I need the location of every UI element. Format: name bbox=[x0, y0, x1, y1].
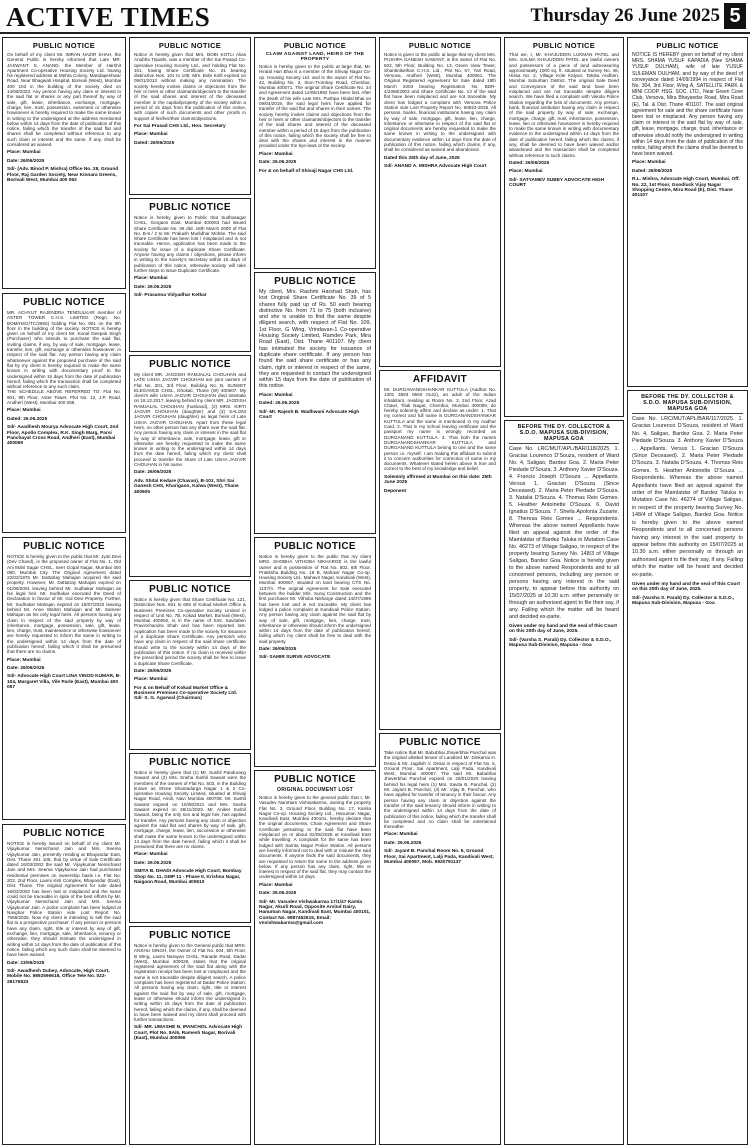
notice-date: Date: 26/06/2025 bbox=[134, 668, 172, 674]
notice-date: Given under my hand and the seal of this Court on this 20th day of June, 2025. bbox=[509, 624, 617, 635]
notice-card bbox=[379, 37, 501, 367]
notice-body: Notice is given to the public at large that my client Mrs. PUSHPA GANESH SAWANT, is the owner of Flat No. 502, 5th Floor, Building No. 13, Green View Tower, Shantinikethan C.H.S. Ltd., Plot No. 67, Yari Road, Versova, Andheri (West), Mumbai 400061. The Original Registered Agreement for Sale dated 18th March 2003 bearing Registration No. BDR-4/2368/2003 and Share Certificate No. 13 of the said flat have been misplaced and are not traceable. My client has lodged a complaint with Versova Police Station vide Lost Property Report No. 60923-2025. All persons, banks, financial institutions having any claim by way of sale, mortgage, gift, lease, lien, charge, inheritance or otherwise in respect of the said flat or original documents are hereby requested to make the same known in writing to the undersigned with documentary evidence within 14 days from the date of publication of this notice, failing which claims, if any, shall be considered as waived and abandoned. bbox=[384, 52, 496, 153]
notice-body: Notice is hereby given to the General public that MRS. ANSHU SINGH, the Owner of Flat No. 604, 6th Floor, B Wing, Laxmi Narayan CHSL, Ranade Road, Dadar (West), Mumbai 400028, states that the original registered agreement of the said flat along with the registration receipt has been lost or misplaced and the same is not traceable despite diligent search. A police complaint has been registered at Dadar Police Station. All persons having any claim, right, title or interest against the said flat by way of sale, gift, mortgage, lease or otherwise should inform the undersigned in writing within 15 days from the date of publication hereof, failing which the claims, if any, shall be deemed to have been waived and my client shall proceed with further transactions. bbox=[134, 943, 247, 1023]
notice-place: Place: Mumbai bbox=[134, 852, 168, 858]
notice-signature: Sd/- Avadhesh Mourya Advocate High Court, 2nd Floor, Apollo Complex, R.K. Singh Marg, Parsi Panchayat Cross Road, Andheri (East), Mumbai 400069 bbox=[7, 425, 119, 447]
notice-title: PUBLIC NOTICE bbox=[23, 541, 105, 552]
notice-title: PUBLIC NOTICE bbox=[149, 202, 231, 213]
notice-body: NOTICE is hereby given to the public that Mr. Jyoti Devi (Dev Chand), is the proposed owner of Flat No. 1, Old Ani Mahl Sagar CHSL, Seer Gopal Nagar, Mumbai 400 080, Mumbai City. The Original Agreement dated 22/02/1976 Mr. Dattatray Mahajan acquired the said property. However, Mr. Dattatray Mahajan expired on 01/08/2001 leaving behind Mr. Sudhakar Mahajan as his legal heir. Mr. Sudhakar executed the Deed of Declaration in favour of Mr. Gul Devi Property. Further, Mr. Sudhakar Mahajan expired on 18/07/2022 leaving behind Mr. Anne Walton Mahajan and Mr. Sameer Mahajan as his only legal heirs. All persons having any claim in respect of the said property by way of inheritance, mortgage, possession, sale, gift, lease, lien, charge, trust, maintenance or otherwise howsoever are hereby requested to inform the same in writing to the undersigned within 14 days from the date of publication hereof, failing which it shall be presumed that there are no claims. bbox=[7, 554, 121, 655]
notice-place: Place: Mumbai bbox=[384, 832, 418, 838]
notice-date: Solemnly affirmed at Mumbai on this date: 25th June 2025 bbox=[384, 474, 492, 486]
notice-signature: Sd/- SATYAMEV SUBEY ADVOCATE HIGH COURT bbox=[509, 177, 605, 189]
notice-signature: Sd/- Mr. Rajesh B. Wadhwani Advocate High Court bbox=[259, 409, 360, 420]
notice-body: MR. ACHYUT RAJENDRA TENDULKAR member of ASTER TOWER C.H.S. LIMITED (Regn. No. BOM/HSG/TC/2850) holding Flat No. 901 on the 9th floor in the building of the society. NOTICE is hereby given on behalf of my client Mr. Kunal Deepak Singh (Purchaser) who intends to purchase the said flat, inviting claims, if any, by way of sale, mortgage, lease, transfer, lien, gift, exchange or otherwise howsoever, in respect of the said flat. Any person having any claim whatsoever against the proposed purchase of the said flat by my client is hereby required to make the same known in writing with documentary proof to the undersigned within 15 days from the date of publication hereof, failing which the transaction shall be completed without reference to any such claim. bbox=[7, 310, 121, 390]
notice-date: Dated: 26/06/2025 bbox=[509, 160, 550, 166]
notice-card bbox=[254, 537, 376, 767]
notice-title: PUBLIC NOTICE bbox=[408, 41, 472, 50]
notice-place: Place: Mumbai bbox=[7, 657, 41, 663]
column-2 bbox=[129, 37, 251, 1145]
notice-place: Place: Mumbai bbox=[134, 677, 168, 683]
notice-title: PUBLIC NOTICE bbox=[23, 297, 105, 308]
notice-card bbox=[627, 390, 748, 1145]
notice-signature: SMITA B. DHADI Advocate High Court, Bombay Shop No. 11, GMP 11 - Phase II, Krishna Nagar, Naigaon Road, Mumbai 400610 bbox=[134, 869, 242, 886]
notice-title: BEFORE THE DY. COLLECTOR & S.D.O. MAPUSA SUB-DIVISION, MAPUSA GOA bbox=[509, 424, 619, 444]
notice-date: Dated: 26.06.2025 bbox=[7, 416, 48, 422]
notice-body: My client, Mrs. Rashmi Harshad Shah, has lost Original Share Certificate No. 39 of 5 shares fully paid up of Rs. 50 each bearing distinctive No. from 71 to 75 (both inclusive) and she is unable to find the same despite diligent search, with respect of Flat No. 109, 1st Floor, G Wing, Vrindavan-1 Co-operative Housing Society Limited, Ramdev Park, Mira Road (East), Dist. Thane 401107. My client has intimated the society for issuance of duplicate share certificate. If any person has found the said share certificate or has any claim, right or interest in respect of the same, they are requested to contact the undersigned within 15 days from the date of publication of this notice. bbox=[259, 289, 371, 390]
notice-signature: Sd/- Advocate High Court LINA VINOD KUMAR, B-104, Margaret Villa, Vile Parle (East), Mumbai 400 057 bbox=[7, 674, 121, 691]
notice-signature: Sd/- Prasanna Vidyadhar Ketkar bbox=[134, 293, 207, 299]
notice-card bbox=[379, 733, 501, 1145]
notice-title: PUBLIC NOTICE bbox=[283, 41, 347, 50]
notice-place: Place: Mumbai bbox=[134, 276, 168, 282]
notice-body: Case No. LRC/MUT/APL/BAR/118/2025. 1. Gracias Lourenco D'Souza, resident of Ward No. 4, Saligao, Bardez Goa. 2. Maria Peter Piedade D'Souza. 3. Anthony Xavier D'Souza. 4. Francis Joseph D'Souza ... Appellants. Versus 1. Gracian D'Souza (Since Deceased). 2. Maria Peter Piedade D'Souza. 3. Natalia D'Souza. 4. Thomas Reis Gomes. 5. Heather Antoinette D'Souza. 6. David Ignatius D'Souza. 7. Sheila Apolonia Zuzarte. 8. Theresa Reis Gomes ... Respondents. Whereas the above named Appellants have filed an appeal against the order of the Mamlatdar of Bardez Taluka in Mutation Case No. 46273 of Village Saligao, in respect of the property bearing Survey No. 148/3 of Village Saligao, Bardez Goa. Notice is hereby given to the above named Respondents and to all concerned persons, including any person or persons having any interest in the said property, to appear before this authority on 15/07/2025 at 10.30 a.m. either personally or through an authorised agent to file their say, if any. Failing which the matter will be heard and decided ex-parte. bbox=[509, 446, 619, 620]
notice-date: Dated this 26th day of June, 2025 bbox=[384, 155, 460, 161]
notice-title: BEFORE THE DY. COLLECTOR & S.D.O. MAPUSA SUB-DIVISION, MAPUSA GOA bbox=[632, 394, 743, 414]
notice-title: PUBLIC NOTICE bbox=[274, 541, 356, 552]
masthead bbox=[0, 0, 750, 34]
page-number: 5 bbox=[724, 3, 746, 29]
notice-card bbox=[129, 198, 251, 352]
notice-body: NOTICE IS HEREBY given on behalf of my client MRS. SHAMA YUSUF KAPADIA (Nee SHAMA YUSUF DULHAM), wife of late YUSUF SULEMAN DULHAM, and by way of the deed of conveyance dated 14/09/1994 in respect of Flat No. 304, 3rd Floor, Wing A, SATELLITE PARK & MINI COOP. HSG. SOC. LTD., Near Green Cove Club, Versova, Mira Bhayandar Road, Mira Road (E), Tal. & Dist. Thane 401107. The said original agreement for sale and the share certificate have been lost or misplaced. Any person having any claim or interest in the said flat by way of sale, gift, lease, mortgage, charge, trust, inheritance or otherwise should notify the undersigned in writing within 14 days from the date of publication of this notice, failing which the claims shall be deemed to have been waived. bbox=[632, 52, 743, 158]
notice-title: PUBLIC NOTICE bbox=[532, 41, 596, 50]
notice-place: Place: Mumbai bbox=[259, 392, 293, 398]
notice-signature: R.L. Mishra, Advocate High Court, Mumbai, Off. No. 22, 1st Floor, Goodluck Vijay Nagar Shopping Centre, Mira Road (E), Dist. Thane 401107 bbox=[632, 177, 740, 199]
notice-signature: Sd/- MR. UMASHE N. IPANCHOL Advocate High Court, Plot No. 8A/6, Ramesh Nagar, Borivali (East), Mumbai 400066 bbox=[134, 1025, 243, 1042]
notice-card bbox=[129, 355, 251, 577]
notice-subtitle: ORIGINAL DOCUMENT LOST bbox=[277, 787, 353, 793]
notice-body: Notice is hereby given to the public that my client MRS. SHOBHA VITHOBA NIKHARGE is the lawful owner and in possession of Flat No. 602, 6th Floor, Pratiksha Building No. 18 B, Mahavir Nagar Co-op. Housing Society Ltd., Mahavir Nagar, Kandivali (West), Mumbai 400067, situated on land bearing CTS No. 1137/A. The original Agreement for Sale executed between the builder M/s. Suraj Construction and the first purchaser Mr. Vithoba Nikharge dated 14/07/1996 has been lost and is not traceable. My client has lodged a police complaint at Kandivali Police Station. Any person having any claim against the said flat by way of sale, gift, mortgage, lien, charge, trust, inheritance or otherwise should inform the undersigned within 14 days from the date of publication hereof, failing which my client shall be free to deal with the said property. bbox=[259, 554, 371, 644]
column-6 bbox=[627, 37, 748, 1145]
notice-date: Date: 26.06.2025 bbox=[134, 860, 172, 866]
notice-date: Dated: 26.06.2025 bbox=[259, 401, 300, 407]
notice-title: PUBLIC NOTICE bbox=[149, 584, 231, 595]
notice-place: Place: Mumbai bbox=[7, 150, 41, 156]
notice-body: Notice is hereby given to Public that Sudhasagar CHSL, Gorgaon East, Mumbai 400063 had issued Share Certificate No. 06 dtd. 18th March 2000 of Flat No. B-8 / 2 to Mr. Prakash Murlidhar Mohite. The said Share Certificate has been lost / misplaced and is not traceable. Hence, application has been made to the society for issue of a duplicate Share Certificate. Anyone having any claims / objections, please inform in writing to the society's secretary within 15 days of publication of this notice, otherwise society will take further steps to issue Duplicate Certificate. bbox=[134, 215, 246, 273]
notice-date: Date: 26.06.2025 bbox=[259, 160, 297, 166]
notice-card bbox=[504, 37, 624, 417]
notice-body: Case No. LRC/MUT/APL/BAR/117/2025. 1. Gracias Lourenco D'Souza, resident of Ward No. 4, Saligao, Bardez Goa. 2. Maria Peter Piedade D'Souza. 3. Anthony Xavier D'Souza ... Appellants. Versus 1. Gracian D'Souza (Since Deceased). 2. Maria Peter Piedade D'Souza. 3. Natalia D'Souza. 4. Thomas Reis Gomes. 5. Heather Antoinette D'Souza ... Respondents. Whereas the above named Appellants have filed an appeal against the order of the Mamlatdar of Bardez Taluka in Mutation Case No. 46274 of Village Saligao, in respect of the property bearing Survey No. 148/4 of Village Saligao, Bardez Goa. Notice is hereby given to the above named Respondents and to all concerned persons having any interest in the said property to appear before this authority on 15/07/2025 at 10.30 a.m. either personally or through an authorised agent to file their say, if any. Failing which the matter will be heard and decided ex-parte. bbox=[632, 416, 743, 578]
notice-title: PUBLIC NOTICE bbox=[656, 41, 719, 50]
notice-card bbox=[2, 37, 126, 289]
notice-place: Place: Mumbai bbox=[259, 882, 293, 888]
notice-place: Place: Mumbai bbox=[632, 160, 666, 166]
notice-place: Place: Mumbai bbox=[509, 169, 543, 175]
column-4 bbox=[379, 37, 501, 1145]
notice-signature: Sd/- SAMIR SURVE ADVOCATE bbox=[259, 655, 331, 661]
notice-subtitle: CLAIM AGAINST LAND, HEIRS OF THE PROPERTY bbox=[265, 52, 365, 62]
notice-title: PUBLIC NOTICE bbox=[149, 359, 231, 370]
newspaper-name: ACTIVE TIMES bbox=[6, 2, 211, 32]
notice-signature: Sd/- (Varsha S. Parab) Dy. Collector & S.D.O., Mapusa Sub-Division, Mapusa - Goa bbox=[509, 637, 612, 649]
notice-signature: Sd/- ANAND A. MISHRA Advocate High Court bbox=[384, 164, 487, 170]
notice-body: Notice is hereby given that Share Certificate No. 121, Distinctive Nos. 601 to 605 of Kokad Market Office & Business Premises Co-operative Society Limited in respect of Unit No. 7B, Kokad Market, Borivali (West), Mumbai 400092, is in the name of Smt. Savitaben Pravinchandra Shah and has been reported lost. Application has been made to the society for issuance of a duplicate Share Certificate. Any person/s who have any claim in respect of the said share certificate should write to the society within 14 days of the publication of this notice. If no claim is received within the prescribed period the society shall be free to issue a duplicate Share Certificate. bbox=[134, 597, 246, 666]
column-3 bbox=[254, 37, 376, 1145]
notice-title: PUBLIC NOTICE bbox=[149, 757, 231, 768]
notice-signature: Sd/- (Varsha S. Parab) Dy. Collector & S.D.O., Mapusa Sub-Division, Mapusa - Goa bbox=[632, 595, 735, 607]
notice-signature: Sd/- (Adv. Binod P. Mishra) Office No. 28, Ground Floor, Raj Garden Society, Near Kinnara Greens, Borivali West, Mumbai 400 092 bbox=[7, 167, 119, 183]
issue-date: Thursday 26 June 2025 bbox=[530, 5, 720, 26]
notice-body: Notice is hereby given to the general public that I, Mr. Vasudev Narottam Vishwakarma, owning the property Flat No. 3, Ground Floor, Building No. 17, Kamla Nagar Co-op. Housing Society Ltd., Hanuman Nagar, Kandivali East, Mumbai 400101, hereby declare that the original documents, Chain Agreement and Share Certificate pertaining to the said flat have been misplaced on or about 02/05/2025 at Kandivali East while travelling. A complaint for the same has been lodged with Samta Nagar Police Station. All persons are hereby informed not to deal with or misuse the said documents. If anyone finds the said documents, they are requested to return the same to the address given below. If any person has any claim, right, title or interest in respect of the said flat, they may contact the undersigned within 14 days. bbox=[259, 795, 371, 880]
notice-title: PUBLIC NOTICE bbox=[32, 41, 96, 50]
notice-card bbox=[254, 770, 376, 1145]
notice-card bbox=[254, 37, 376, 269]
notice-date: Date: 26.06.2025 bbox=[384, 840, 422, 846]
notice-date: Date: 26/06/2025 bbox=[259, 647, 297, 653]
notice-signature: For & on Behalf of Kokad Market Office & Business Premises Co-operative Society Ltd. Sd/- S. G. Agarwal (Chairman) bbox=[134, 685, 238, 702]
notice-title: PUBLIC NOTICE bbox=[399, 737, 481, 748]
notice-body: Notice is hereby given that Mrs. BOBI KOTLI Alias Anubha Tripathi, was a member of the Sai Prasad Co-operative Housing Society Ltd., and holding Flat No. 101, having Share Certificate No. 21 bearing distinctive Nos. 101 to 105. Mrs. Bobi Kotli expired on 09/01/2013 without making any nomination. The society hereby invites claims or objections from the heir or heirs or other claimants/objectors to the transfer of the said shares and interest of the deceased member in the capital/property of the society within a period of 15 days from the publication of this notice, with copies of such documents and other proofs in support of his/her/their claims/objections. bbox=[134, 52, 246, 121]
notice-date: Date: 23/06/2025 bbox=[7, 960, 45, 966]
notice-title: PUBLIC NOTICE bbox=[149, 930, 231, 941]
notice-date: Given under my hand and the seal of this Court on this 20th day of June, 2025. bbox=[632, 581, 740, 593]
notice-body: That we, I, Mr. KHAJUDDIN LUKMAN PATEL and Mrs. SALMA KHAJUDDIN PATEL are lawful owners and possessors of a piece of land admeasuring approximately 1000 sq. ft. situated at Survey No. 46, Hissa No. 2, Village Kole Kalyan, Taluka Andheri, Mumbai Suburban District. The original Sale Deed and Conveyance of the said land have been misplaced and are not traceable despite diligent search. We have filed a complaint with Vakola Police Station regarding the loss of documents. Any person, bank, financial institution having any claim in respect of the said property by way of sale, exchange, mortgage, charge, gift, trust, inheritance, possession, lease, lien or otherwise howsoever is hereby required to make the same known in writing with documentary evidence to the undersigned within 14 days from the date of publication hereof, failing which the claims, if any, shall be deemed to have been waived and/or abandoned and the transaction shall be completed without reference to such claims. bbox=[509, 52, 619, 158]
notice-card bbox=[254, 272, 376, 534]
notice-date: Date: 26.06.2025 bbox=[134, 284, 172, 290]
notice-title: PUBLIC NOTICE bbox=[23, 828, 105, 839]
notice-date: Date: 26/06/2025 bbox=[7, 158, 45, 164]
notice-body: Mr. DURGANANDSHANKAR KUTTULA (Aadhar No. 1301 3693 9560 0141), an adult of the Indian inhabitant, residing at Room No. 3, 2nd Floor, Azad Chawl, Tilak Nagar, Chembur, Mumbai 400089, do hereby solemnly affirm and declare as under: 1. That my correct and full name is DURGANANDSHANKAR KUTTULA and the same is mentioned in my Aadhar Card. 2. That in my school leaving certificate and the passport my name is wrongly recorded as DURGANAND KUTTULA. 3. That both the names DURGANANDSHANKAR KUTTULA and DURGANAND KUTTULA belong to one and the same person i.e. myself. I am making this affidavit to submit it to concern authorities for correction of name in my documents. Whatever stated herein above is true and correct to the best of my knowledge and belief. bbox=[384, 387, 496, 472]
notice-body: NOTICE is hereby issued on behalf of my client Mr. Vijaykumar Nemichand Jain and Mrs. Seema Vijaykumar Jain, presently residing at Bhayandar East, Dist. Thane 401 105, that by virtue of Sale Certificate dated 16/03/2002 the said Mr. Vijaykumar Nemichand Jain and Mrs. Seema Vijaykumar Jain had purchased residential premises on ownership basis i.e. Flat No. 203, 2nd Floor, Laxmi Kirti Complex, Bhayandar (East), Dist. Thane. The original Agreement for sale dated 16/02/2002 has been lost or misplaced and the same could not be traceable in spite of the best efforts by Mr. Vijaykumar Nemichand Jain and Mrs. Seema Vijaykumar Jain. A police complaint has been lodged at Navghar Police Station vide Lost Report No. 7568/2025. Now my client is intending to sell the said flat to a prospective purchaser. If any person or persons have any claim, right, title or interest by way of gift, exchange, lien, mortgage, sale, inheritance, tenancy or otherwise, they should intimate the undersigned in writing within 14 days from the date of publication of this notice, failing which any such claim shall be deemed to have been waived. bbox=[7, 841, 121, 958]
notice-card bbox=[129, 580, 251, 750]
notice-date: Date: 26/06/2025 bbox=[7, 666, 45, 672]
notice-title: PUBLIC NOTICE bbox=[274, 276, 356, 287]
notice-place: Place: Mumbai bbox=[259, 151, 293, 157]
notice-date: Date: 26/06/2025 bbox=[134, 470, 172, 476]
notice-signature: Sd/- Awadhesh Dubey, Advocate, High Court, Mobile No. 9892596618, Office Tele No. 022-28176833 bbox=[7, 968, 110, 985]
notice-date: Dated: 26/06/2025 bbox=[632, 168, 673, 174]
notice-card bbox=[504, 420, 624, 1145]
notice-place: Place: Mumbai bbox=[134, 132, 168, 138]
notice-schedule: THE SCHEDULE ABOVE REFERRED TO: Flat No. 901, 9th Floor, Aster Tower, Plot No. 12, J.P. Road, Andheri (West), Mumbai 400 058. bbox=[7, 389, 121, 406]
notice-card bbox=[2, 537, 126, 820]
notice-body: On behalf of my client Mr. IMRAN NAZIR SHAH, the General Public is hereby informed that Late MR. JASWANT S. ANAND, the Member of Harshit Apartment Co-operative Housing Society Ltd. having his registered address at Mehta Colony, Mandapeshwar Road, Near Bhagwati Hospital, Borivali (West), Mumbai 400 103 in the building of the society died on 14/08/2023. Any person having any claim or interest in the said flat or shares or any part thereof by way of sale, gift, lease, inheritance, exchange, mortgage, charge, lien, trust, possession, easement or otherwise howsoever is hereby required to make the same known in writing to the undersigned at the address mentioned below within 14 days from the date of publication of this notice, failing which the transfer of the said flat and shares shall be completed without reference to any such claim or interest and the same, if any, shall be considered as waived. bbox=[7, 52, 121, 148]
notice-date: Dated: 26/06/2025 bbox=[134, 140, 175, 146]
notices-grid bbox=[2, 37, 748, 1145]
notice-signature: Deponent bbox=[384, 488, 407, 494]
notice-title: AFFIDAVIT bbox=[412, 374, 468, 385]
notice-date: Date: 26.06.2025 bbox=[259, 891, 297, 897]
notice-signature: Sd/- Mr. Vasudev Vishwakarma 17/1/47 Kamla Nagar, Akurli Road, Opposite Arvind Dairy, Hanuman Nagar, Kandivali East, Mumbai 400101, Contact No. 9987462615, Email: vnvishwakarma@gmail.com bbox=[259, 899, 371, 927]
notice-card bbox=[2, 293, 126, 533]
notice-card bbox=[627, 37, 748, 387]
notice-card bbox=[2, 824, 126, 1145]
notice-signature: Sd/- Jayant B. Panchal Room No. 5, Ground Floor, Sai Apartment, Lalji Pada, Kandivali West, Mumbai 400067, Mob. 9820791137 bbox=[384, 849, 494, 866]
notice-title: PUBLIC NOTICE bbox=[274, 774, 356, 785]
notice-card bbox=[129, 753, 251, 923]
notice-body: My client MR. JAGDISH RAMJALAL CHOUHAN and LATE USHA JAGVIR CHOUHAN are joint owners of Flat No. 201, 3rd Floor, Building No. B, SUNSET ELEGANCE CHSL, Dhokali, Thane (W) 400607. My client's wife USHA JAGVIR CHOUHAN died intestate on 18.12.2017, leaving behind my client MR. JAGDISH RAMJALAL CHOUHAN (husband), (2) MRS. KIRTI JAGVIR CHOUHAN (daughter) and (3) SALONI JAGVIR CHOUHAN (daughter) as legal heirs of Late USHA JAGVIR CHOUHAN. Apart from these legal heirs, no other person has any share over the said flat. Any person having any claim or interest in the said flat by way of inheritance, sale, mortgage, lease, gift or otherwise are hereby requested to make the same known in writing to the undersigned within 14 days from the date hereof, failing which my client shall proceed to transfer the share of Late USHA JAGVIR CHOUHAN in his name. bbox=[134, 372, 246, 468]
notice-signature: Adv. Shital Kedare (Chavan), B-101, Shri Sai Ganesh CHS, Kharigaon, Kalwa (West), Thane 400605 bbox=[134, 478, 239, 495]
notice-card bbox=[379, 370, 501, 730]
notice-signature: For Sai Prasad CHS Ltd., Hon. Secretary bbox=[134, 123, 226, 129]
notice-place: Place: Mumbai bbox=[7, 408, 41, 414]
notice-body: Notice is hereby given to the public at large that, Mr. Hiralal Hari Bhai is a member of the Shivaji Nagar Co-op. Housing Society Ltd. and is the owner of Flat No. 42, Building No. 3, Sion-Trombay Road, Chembur, Mumbai 400071. The original Share Certificate No. 24 and Agreement dated 12/05/1992 have been lost. After the death of his wife Late Mrs. Pushpa Hiralal Bhai on 09/04/2019, the said legal heirs have applied for transfer of the said flat and shares in their names. The society hereby invites claims and objections from the heir or heirs or other claimants/objectors to the transfer of the said shares and interest of the deceased member within a period of 15 days from the publication of this notice, failing which the society shall be free to deal with the shares and interest in the manner provided under the bye-laws of the society. bbox=[259, 64, 371, 149]
column-5 bbox=[504, 37, 624, 1145]
notice-card bbox=[129, 37, 251, 195]
column-1 bbox=[2, 37, 126, 1145]
notice-signature: For & on behalf of Shivaji Nagar CHS Ltd. bbox=[259, 168, 354, 174]
notice-title: PUBLIC NOTICE bbox=[158, 41, 222, 50]
notice-card bbox=[129, 926, 251, 1145]
notice-body: Notice is hereby given that (1) Mr. Sushil Pandurang Sawant and (2) Mrs. Sneha Sushil Sawant were the members of the owners of Flat No. 603, in the Building known as Shree Shantadurga Nagar 1 & 2 Co-operative Housing Society Limited, situated at Shivaji Nagar Road, Airoli, Navi Mumbai 400708. Mr. Sushil Sawant expired on 10/08/2021 and Mrs. Sneha Sawant expired on 28/11/2023. Mr. Aniket Sushil Sawant, being the only son and legal heir, has applied for transfer. Any persons having any claim or objection against the said flat and shares by way of sale, gift, mortgage, charge, lease, lien, succession or otherwise shall make the same known to the undersigned within 14 days from the date hereof, failing which it shall be presumed that there are no claims. bbox=[134, 770, 246, 850]
notice-body: Take notice that Mr. Babubhai Jhaverbhai Panchal was the original allotted tenant of Landlord Mr. Dinkarrai H. Desai & Mr. Jagdish V. Desai in respect of Flat No. 5, Ground Floor, Sai Apartment, Lalji Pada, Kandivali West, Mumbai 400067. The said Mr. Babubhai Jhaverbhai Panchal expired on 25/01/2020 leaving behind his legal heirs (1) Mrs. Savita B. Panchal, (2) Mr. Jayant B. Panchal, (3) Mr. Vijay B. Panchal, who have applied for transfer of tenancy in their favour. Any person having any claim or objection against the transfer of the said tenancy should inform in writing to the undersigned within 14 days from the date of publication of this notice, failing which the transfer shall be completed and no claim shall be entertained thereafter. bbox=[384, 750, 496, 830]
